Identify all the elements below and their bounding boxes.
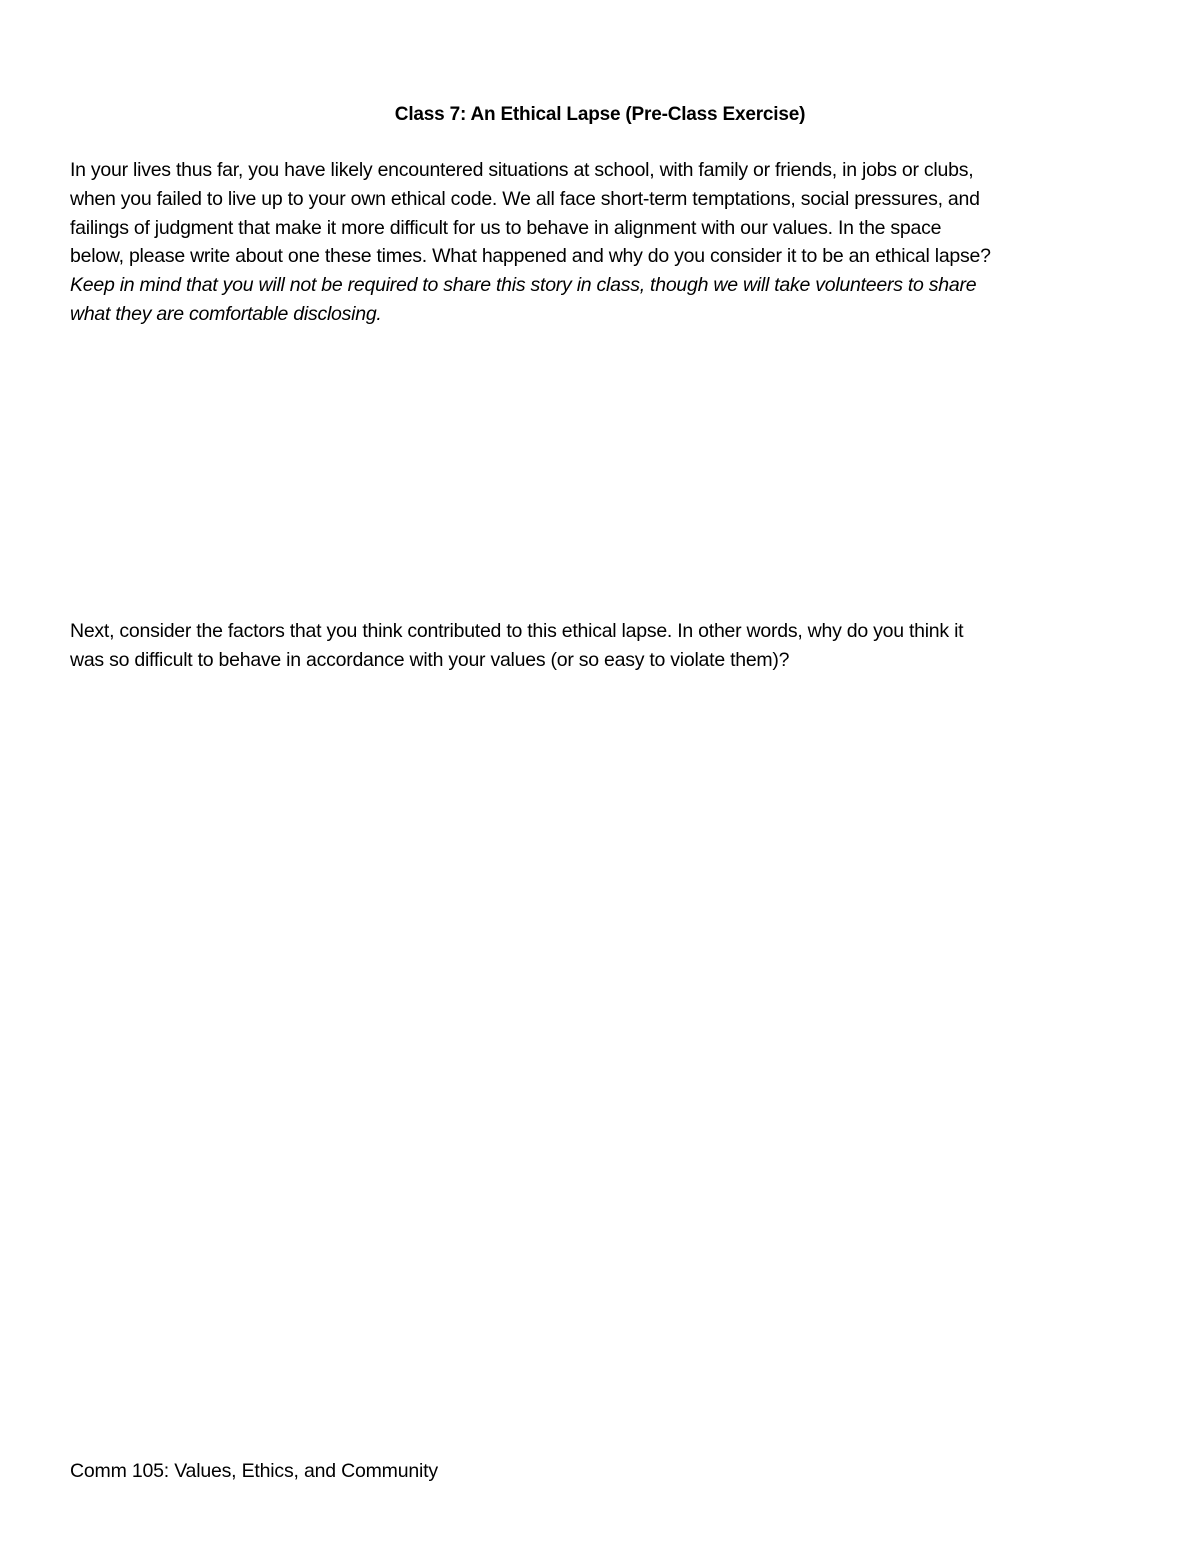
prompt-line: failings of judgment that make it more difficult for us to behave in alignment with our values. In the space (70, 216, 942, 239)
page-title: Class 7: An Ethical Lapse (Pre-Class Exercise) (394, 104, 806, 125)
prompt-line: when you failed to live up to your own ethical code. We all face short-term temptations, social pressures, and (70, 187, 980, 210)
prompt-note-line: Keep in mind that you will not be required to share this story in class, though we will take volunteers to share (70, 274, 977, 297)
prompt-line: below, please write about one these times. What happened and why do you consider it to be an ethical lapse? (70, 245, 991, 268)
prompt-contributing-factors (70, 617, 1132, 675)
page-footer: Comm 105: Values, Ethics, and Community (70, 1460, 438, 1482)
prompt-line: In your lives thus far, you have likely encountered situations at school, with family or friends, in jobs or clubs, (70, 159, 974, 181)
prompt-ethical-lapse (70, 156, 1132, 329)
prompt-line: Next, consider the factors that you think contributed to this ethical lapse. In other words, why do you think it (70, 620, 964, 642)
prompt-line: was so difficult to behave in accordance with your values (or so easy to violate them)? (70, 648, 790, 671)
prompt-note-line: what they are comfortable disclosing. (70, 302, 382, 325)
